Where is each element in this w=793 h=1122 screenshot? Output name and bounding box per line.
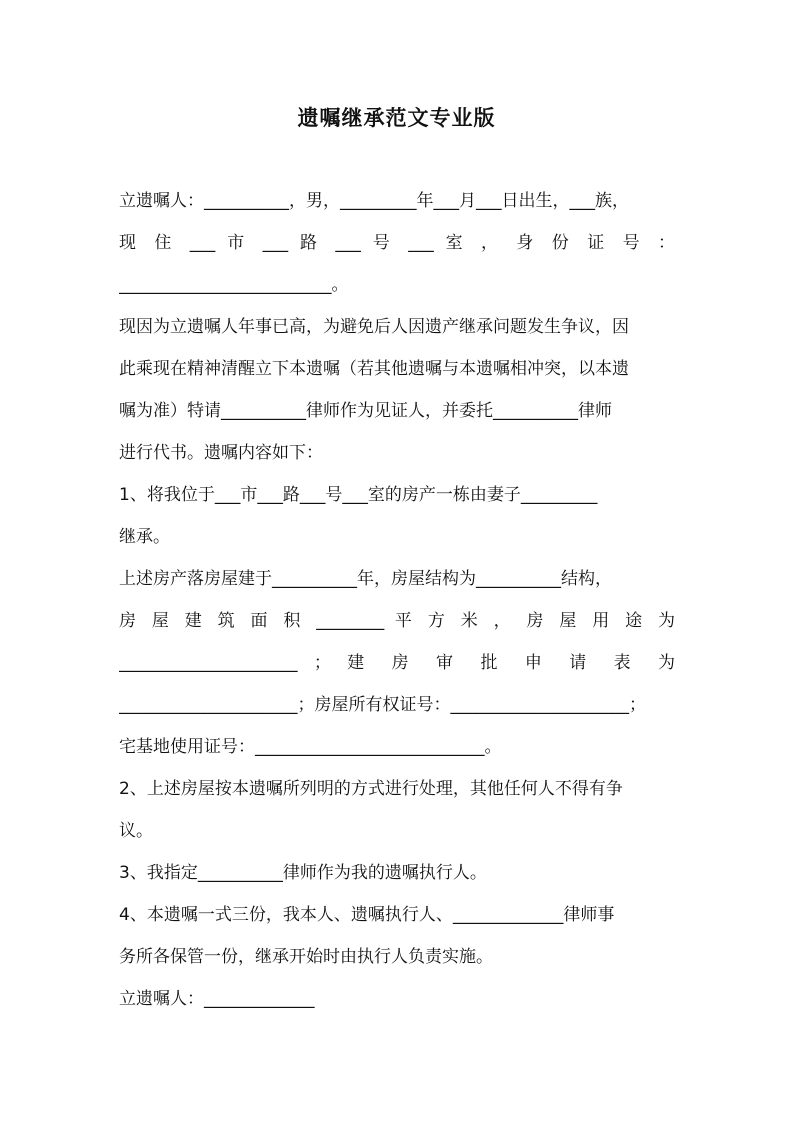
text-line-reason-1: 现因为立遗嘱人年事已高，为避免后人因遗产继承问题发生争议，因 (119, 317, 629, 337)
text-line-clause-1-end: 继承。 (119, 527, 170, 547)
text-line-property-year: 上述房产落房屋建于__________年，房屋结构为__________结构， (119, 569, 612, 589)
text-line-reason-2: 此乘现在精神清醒立下本遗嘱（若其他遗嘱与本遗嘱相冲突，以本遗 (119, 359, 629, 379)
text-line-clause-1: 1、将我位于___市___路___号___室的房产一栋由妻子_________ (119, 485, 598, 505)
text-line-address: 现 住 ___ 市 ___ 路 ___ 号 ___ 室 ， 身 份 证 号 ： (119, 233, 675, 253)
text-line-testator: 立遗嘱人：__________，男，_________年___月___日出生，___族， (119, 191, 629, 211)
text-line-clause-4: 4、本遗嘱一式三份，我本人、遗嘱执行人、_____________律师事 (119, 905, 615, 925)
text-line-property-approval: _____________________ ； 建 房 审 批 申 请 表 为 (119, 653, 675, 673)
text-line-clause-2-end: 议。 (119, 821, 153, 841)
text-line-clause-4-end: 务所各保管一份，继承开始时由执行人负责实施。 (119, 947, 493, 967)
document-title: 遗嘱继承范文专业版 (297, 106, 496, 130)
text-line-clause-2: 2、上述房屋按本遗嘱所列明的方式进行处理，其他任何人不得有争 (119, 779, 623, 799)
text-line-witness: 嘱为准）特请__________律师作为见证人，并委托__________律师 (119, 401, 612, 421)
text-line-clause-3: 3、我指定__________律师作为我的遗嘱执行人。 (119, 863, 487, 883)
text-line-content-intro: 进行代书。遗嘱内容如下： (119, 443, 323, 463)
text-line-property-area: 房 屋 建 筑 面 积 ________ 平 方 米 ， 房 屋 用 途 为 (119, 611, 675, 631)
text-line-signature: 立遗嘱人：_____________ (119, 989, 315, 1009)
text-line-ownership-cert: _____________________；房屋所有权证号：_____________________； (119, 695, 646, 715)
text-line-id-number: _________________________。 (119, 275, 349, 295)
text-line-land-cert: 宅基地使用证号：___________________________。 (119, 737, 502, 757)
